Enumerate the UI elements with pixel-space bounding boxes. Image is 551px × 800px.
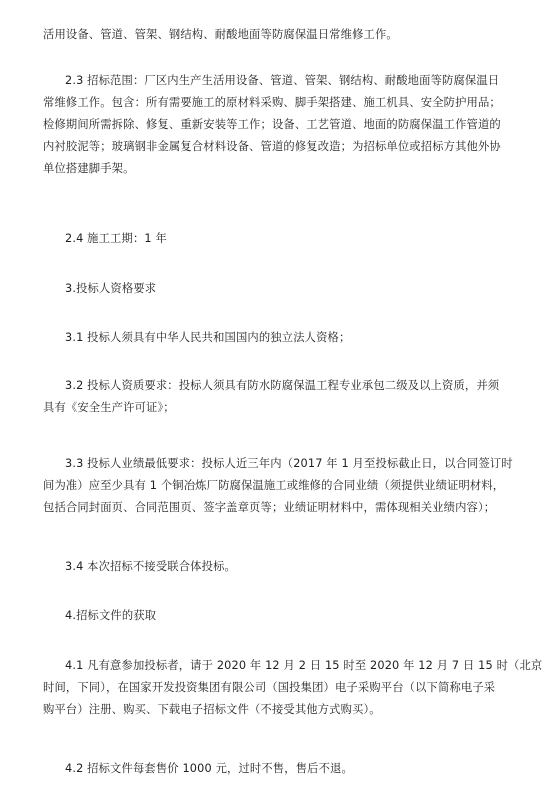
text-line: 购平台）注册、购买、下载电子招标文件（不接受其他方式购买）。 xyxy=(43,703,381,716)
text-line: 2.4 施工工期：1 年 xyxy=(65,232,167,245)
heading-4-obtaining-documents xyxy=(43,605,521,627)
text-line: 时间，下同），在国家开发投资集团有限公司（国投集团）电子采购平台（以下简称电子采 xyxy=(43,681,496,694)
paragraph-2-3-bidding-scope xyxy=(43,70,521,180)
text-line: 3.4 本次招标不接受联合体投标。 xyxy=(65,560,236,573)
section-heading: 3.投标人资格要求 xyxy=(65,282,157,295)
text-line: 4.1 凡有意参加投标者，请于 2020 年 12 月 2 日 15 时至 2020 年 12 月 7 日 15 时（北京 xyxy=(65,659,543,672)
text-line: 2.3 招标范围：厂区内生产生活用设备、管道、管架、钢结构、耐酸地面等防腐保温日 xyxy=(65,74,500,87)
text-line: 活用设备、管道、管架、钢结构、耐酸地面等防腐保温日常维修工作。 xyxy=(43,28,398,41)
text-line: 具有《安全生产许可证》； xyxy=(43,401,175,414)
paragraph-3-3 xyxy=(43,453,521,519)
heading-3-bidder-qualifications xyxy=(43,278,521,300)
text-line: 3.2 投标人资质要求：投标人须具有防水防腐保温工程专业承包二级及以上资质，并须 xyxy=(65,379,500,392)
paragraph-4-1 xyxy=(43,655,543,721)
text-line: 3.3 投标人业绩最低要求：投标人近三年内（2017 年 1 月至投标截止日，以合同签订时 xyxy=(65,457,513,470)
text-line: 内衬胶泥等；玻璃钢非金属复合材料设备、管道的修复改造；为招标单位或招标方其他外协 xyxy=(43,140,501,153)
paragraph-4-2 xyxy=(43,758,521,780)
text-line: 包括合同封面页、合同范围页、签字盖章页等；业绩证明材料中，需体现相关业绩内容）； xyxy=(43,501,496,514)
text-line: 4.2 招标文件每套售价 1000 元，过时不售，售后不退。 xyxy=(65,762,353,775)
text-line: 检修期间所需拆除、修复、重新安装等工作；设备、工艺管道、地面的防腐保温工作管道的 xyxy=(43,118,501,131)
paragraph-scope-continuation xyxy=(43,24,521,46)
text-line: 间为准）应至少具有 1 个铜冶炼厂防腐保温施工或维修的合同业绩（须提供业绩证明材料， xyxy=(43,479,505,492)
paragraph-3-2 xyxy=(43,375,521,419)
text-line: 常维修工作。包含：所有需要施工的原材料采购、脚手架搭建、施工机具、安全防护用品； xyxy=(43,96,501,109)
paragraph-3-4 xyxy=(43,556,521,578)
text-line: 3.1 投标人须具有中华人民共和国国内的独立法人资格； xyxy=(65,331,351,344)
section-heading: 4.招标文件的获取 xyxy=(65,609,157,622)
paragraph-3-1 xyxy=(43,327,521,349)
paragraph-2-4-construction-period xyxy=(43,228,521,250)
text-line: 单位搭建脚手架。 xyxy=(43,162,135,175)
